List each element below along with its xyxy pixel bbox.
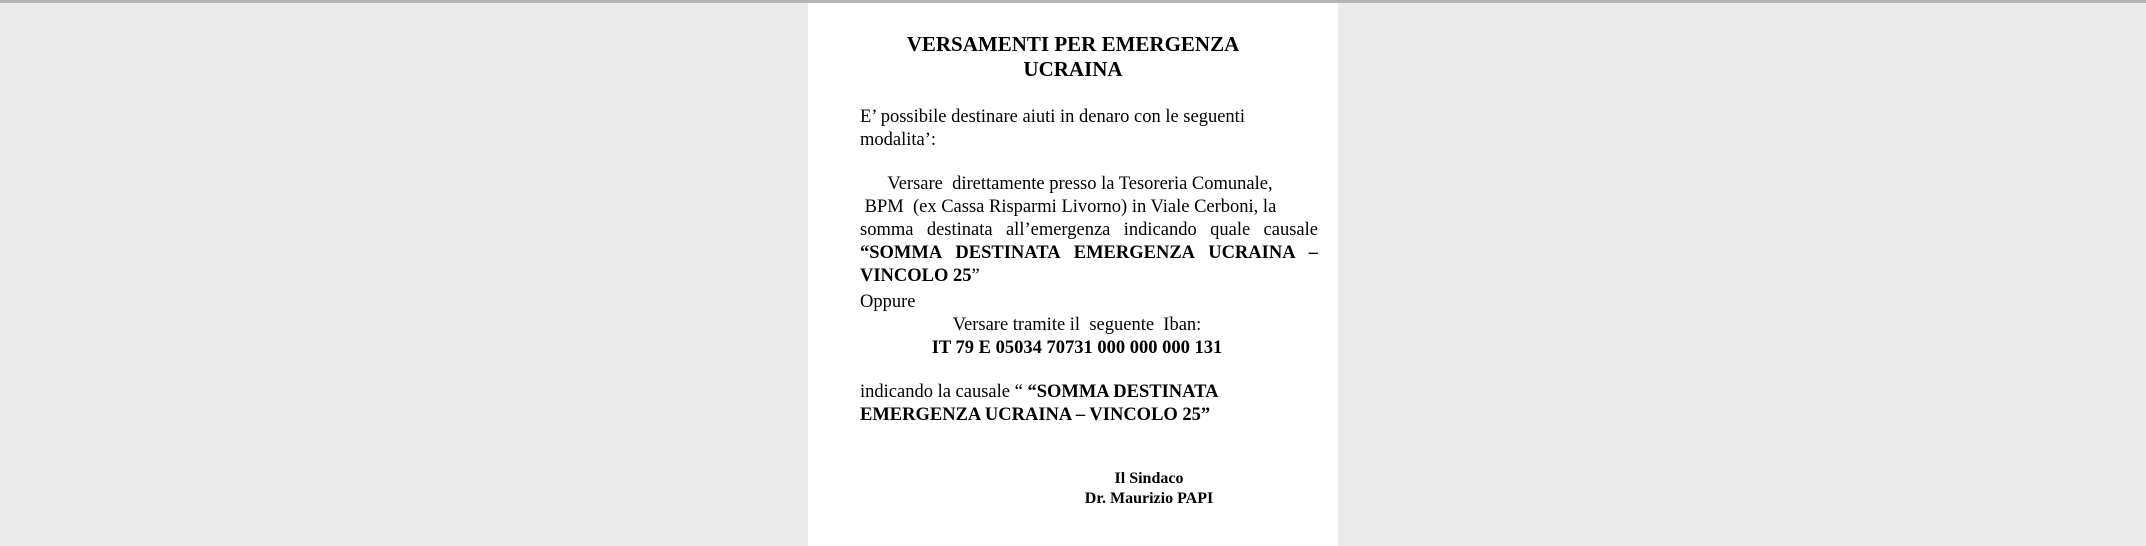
signature-name: Dr. Maurizio PAPI	[1084, 490, 1214, 507]
method1-causale-close-quote: ”	[971, 266, 980, 286]
method2-causale-line-1: “SOMMA DESTINATA	[1027, 382, 1219, 402]
oppure-text: Oppure	[860, 292, 916, 312]
intro-line-2: modalita’:	[860, 130, 937, 150]
signature-block	[1018, 469, 1280, 509]
payment-method-iban-causale	[860, 381, 1318, 427]
document-title	[860, 32, 1286, 82]
document-page	[808, 3, 1338, 546]
title-line-2: UCRAINA	[1023, 57, 1123, 81]
method1-causale-line-1: “SOMMA DESTINATA EMERGENZA UCRAINA –	[860, 243, 1318, 263]
iban-value: IT 79 E 05034 70731 000 000 000 131	[931, 338, 1223, 358]
title-line-1: VERSAMENTI PER EMERGENZA	[906, 32, 1240, 56]
payment-method-treasury	[860, 173, 1318, 288]
iban-label: Versare tramite il seguente Iban:	[952, 315, 1202, 335]
method1-line-1: Versare direttamente presso la Tesoreria Comunale,	[860, 174, 1273, 194]
signature-role: Il Sindaco	[1114, 470, 1184, 487]
intro-line-1: E’ possibile destinare aiuti in denaro con le seguenti	[860, 107, 1245, 127]
method2-causale-line-2: EMERGENZA UCRAINA – VINCOLO 25”	[860, 405, 1211, 425]
intro-paragraph	[860, 106, 1298, 152]
method1-line-3: somma destinata all’emergenza indicando quale causale	[860, 220, 1318, 240]
method1-line-2: BPM (ex Cassa Risparmi Livorno) in Viale Cerboni, la	[860, 197, 1277, 217]
method1-causale-line-2: VINCOLO 25	[860, 266, 972, 286]
method2-prefix: indicando la causale “	[860, 382, 1028, 402]
